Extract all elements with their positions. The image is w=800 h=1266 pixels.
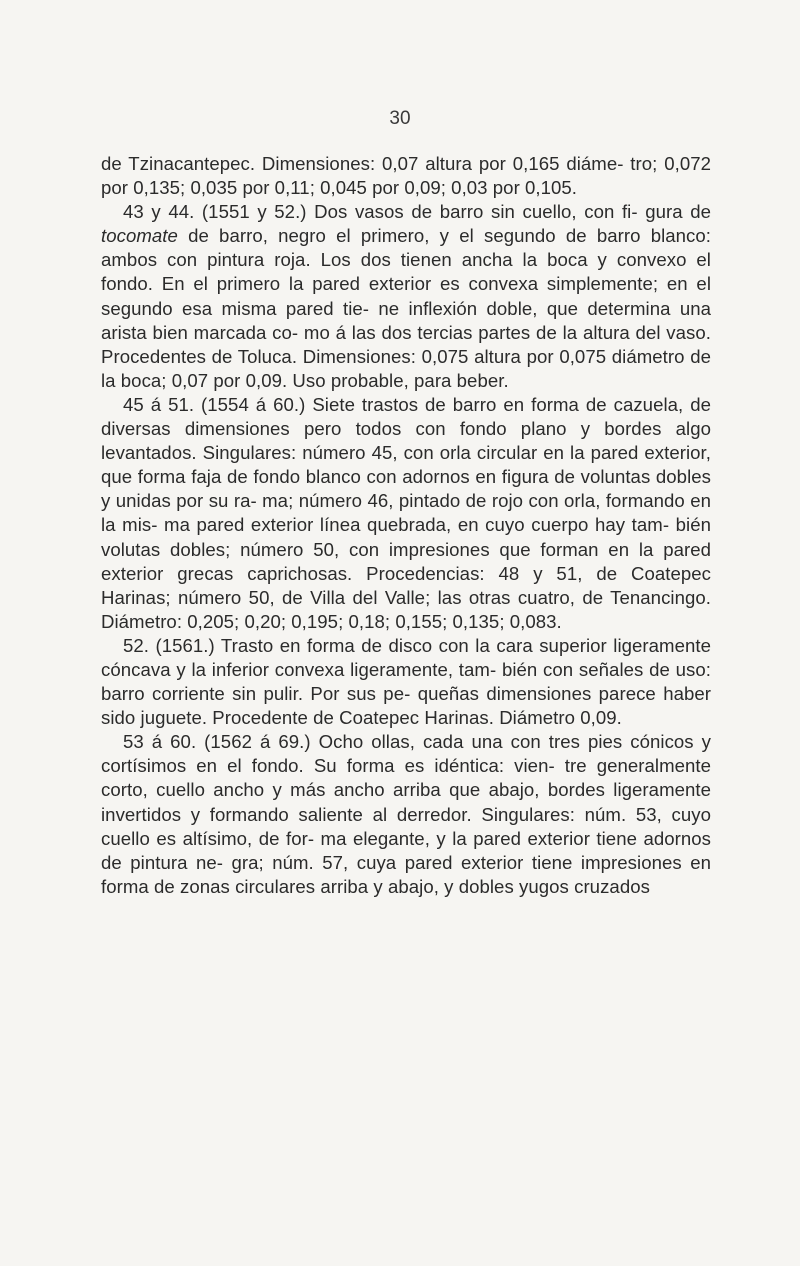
paragraph-text: 43 y 44. (1551 y 52.) Dos vasos de barro sin cuello, con fi- gura de (123, 201, 711, 223)
paragraph-4 (101, 634, 711, 730)
paragraph-text: 52. (1561.) Trasto en forma de disco con la cara superior ligeramente cóncava y la inferior convexa ligeramente, tam- bién con señales de uso: barro corriente sin pulir. Por sus pe- queñas dimensiones parece haber sido juguete. Procedente de Coatepec Harinas. Diámetro 0,09. (101, 634, 711, 729)
italic-term: tocomate (101, 225, 178, 247)
page-number: 30 (389, 108, 411, 129)
paragraph-text: 53 á 60. (1562 á 69.) Ocho ollas, cada una con tres pies cónicos y cortísimos en el fondo. Su forma es idéntica: vien- tre generalmente corto, cuello ancho y más ancho arriba que abajo, bordes ligeramente invertidos y formando saliente al derredor. Singulares: núm. 53, cuyo cuello es altísimo, de for- ma elegante, y la pared exterior tiene adornos de pintura ne- gra; núm. 57, cuya pared exterior tiene impresiones en forma de zonas circulares arriba y abajo, y dobles yugos cruzados (101, 731, 711, 897)
body-text (101, 152, 711, 899)
paragraph-5 (101, 730, 711, 899)
paragraph-2 (101, 200, 711, 393)
paragraph-text: de Tzinacantepec. Dimensiones: 0,07 altura por 0,165 diáme- tro; 0,072 por 0,135; 0,035 por 0,11; 0,045 por 0,09; 0,03 por 0,105. (101, 153, 711, 199)
paragraph-3 (101, 393, 711, 634)
paragraph-text: de barro, negro el primero, y el segundo de barro blanco: ambos con pintura roja. Los dos tienen ancha la boca y convexo el fondo. En el primero la pared exterior es convexa simplemente; en el segundo esa misma pared tie- ne inflexión doble, que determina una arista bien marcada co- mo á las dos tercias partes de la altura del vaso. Procedentes de Toluca. Dimensiones: 0,075 altura por 0,075 diámetro de la boca; 0,07 por 0,09. Uso probable, para beber. (101, 225, 711, 391)
paragraph-1 (101, 152, 711, 200)
paragraph-text: 45 á 51. (1554 á 60.) Siete trastos de barro en forma de cazuela, de diversas dimensiones pero todos con fondo plano y bordes algo levantados. Singulares: número 45, con orla circular en la pared exterior, que forma faja de fondo blanco con adornos en figura de voluntas dobles y unidas por su ra- ma; número 46, pintado de rojo con orla, formando en la mis- ma pared exterior línea quebrada, en cuyo cuerpo hay tam- bién volutas dobles; número 50, con impresiones que forman en la pared exterior grecas caprichosas. Procedencias: 48 y 51, de Coatepec Harinas; número 50, de Villa del Valle; las otras cuatro, de Tenancingo. Diámetro: 0,205; 0,20; 0,195; 0,18; 0,155; 0,135; 0,083. (101, 393, 711, 632)
